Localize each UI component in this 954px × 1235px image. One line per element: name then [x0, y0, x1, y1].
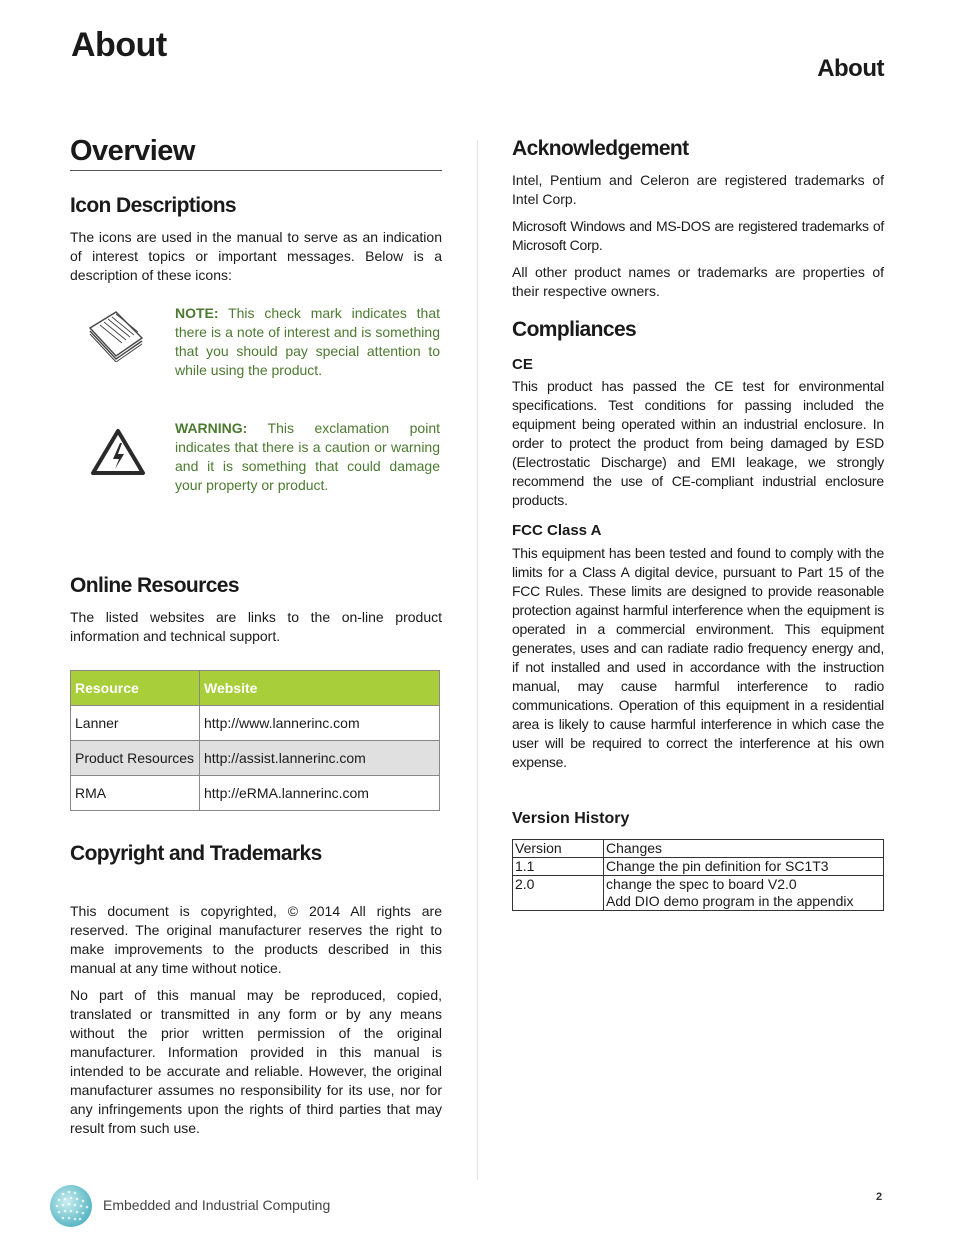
warning-label: WARNING: — [175, 420, 248, 436]
copyright-paragraph-1: This document is copyrighted, © 2014 All rights are reserved. The original manufacturer reserves the right to make improvements to the products described in this manual at any time without notice. — [70, 903, 442, 976]
copyright-paragraph-2: No part of this manual may be reproduced, copied, translated or transmitted in any form or by any means without the prior written permission of the original manufacturer. Information provided in this manual is intended to be accurate and reliable. However, the original manufacturer assumes no responsibility for its use, nor for any infringements upon the rights of third parties that may result from such use. — [70, 987, 442, 1136]
copyright-section — [70, 842, 442, 1138]
resource-link[interactable]: http://assist.lannerinc.com — [200, 741, 440, 776]
overview-section — [70, 135, 442, 171]
version-history-title: Version History — [512, 810, 630, 827]
fcc-title: FCC Class A — [512, 522, 602, 539]
note-description — [175, 304, 440, 380]
acknowledgement-title: Acknowledgement — [512, 137, 689, 160]
acknowledgement-paragraph-3: All other product names or trademarks are properties of their respective owners. — [512, 264, 884, 299]
column-header-changes: Changes — [604, 840, 884, 858]
changes-cell — [604, 876, 884, 911]
compliances-section — [512, 318, 884, 772]
table-row — [513, 858, 884, 876]
compliances-title: Compliances — [512, 318, 637, 341]
changes-line: change the spec to board V2.0 — [606, 876, 797, 892]
table-row — [71, 776, 440, 811]
overview-title: Overview — [70, 135, 195, 167]
table-row — [513, 840, 884, 858]
acknowledgement-section — [512, 137, 884, 301]
ce-title: CE — [512, 356, 533, 373]
resource-name: Lanner — [71, 706, 200, 741]
footer-tagline: Embedded and Industrial Computing — [103, 1197, 331, 1213]
column-header-resource: Resource — [71, 671, 200, 706]
acknowledgement-paragraph-1: Intel, Pentium and Celeron are registered trademarks of Intel Corp. — [512, 172, 884, 207]
version-cell: 1.1 — [513, 858, 604, 876]
resource-link[interactable]: http://eRMA.lannerinc.com — [200, 776, 440, 811]
resource-name: RMA — [71, 776, 200, 811]
table-row — [71, 741, 440, 776]
note-text: This check mark indicates that there is a note of interest and is something that you should pay special attention to while using the product. — [175, 305, 440, 378]
note-book-icon — [86, 306, 146, 362]
table-row — [71, 706, 440, 741]
column-divider — [477, 140, 478, 1180]
warning-text: This exclamation point indicates that there is a caution or warning and it is something that could damage your property or product. — [175, 420, 440, 493]
warning-description — [175, 419, 440, 495]
online-resources-intro: The listed websites are links to the on-line product information and technical support. — [70, 609, 442, 644]
warning-icon — [90, 428, 146, 476]
version-cell: 2.0 — [513, 876, 604, 911]
resource-name: Product Resources — [71, 741, 200, 776]
page-title: About — [71, 26, 167, 64]
resources-table — [70, 670, 440, 811]
version-history-section — [512, 810, 884, 828]
online-resources-section — [70, 574, 442, 646]
version-history-table — [512, 839, 884, 911]
note-label: NOTE: — [175, 305, 219, 321]
section-header: About — [817, 55, 884, 82]
column-header-version: Version — [513, 840, 604, 858]
fcc-text: This equipment has been tested and found to comply with the limits for a Class A digital device, pursuant to Part 15 of the FCC Rules. These limits are designed to provide reasonable protection against harmful interference when the equipment is operated in a commercial environment. This equipment generates, uses and can radiate radio frequency energy and, if not installed and used in accordance with the instruction manual, may cause harmful interference to radio communications. Operation of this equipment in a residential area is likely to cause harmful interference in which case the user will be required to correct the interference at his own expense. — [512, 545, 884, 770]
changes-line: Add DIO demo program in the appendix — [606, 893, 854, 909]
acknowledgement-paragraph-2: Microsoft Windows and MS-DOS are registered trademarks of Microsoft Corp. — [512, 218, 884, 253]
icon-descriptions-intro: The icons are used in the manual to serve as an indication of interest topics or important messages. Below is a description of these icons: — [70, 229, 442, 283]
column-header-website: Website — [200, 671, 440, 706]
online-resources-title: Online Resources — [70, 574, 239, 597]
ce-text: This product has passed the CE test for environmental specifications. Test conditions for passing included the equipment being operated within an industrial enclosure. In order to protect the product from being damaged by ESD (Electrostatic Discharge) and EMI leakage, we strongly recommend the use of CE-compliant industrial enclosure products. — [512, 378, 884, 508]
page-number: 2 — [876, 1191, 883, 1203]
resource-link[interactable]: http://www.lannerinc.com — [200, 706, 440, 741]
table-row — [513, 876, 884, 911]
resources-table-header — [71, 671, 440, 706]
copyright-title: Copyright and Trademarks — [70, 842, 322, 865]
changes-cell: Change the pin definition for SC1T3 — [604, 858, 884, 876]
icon-descriptions-section — [70, 194, 442, 285]
company-logo-globe-icon — [49, 1184, 93, 1228]
icon-descriptions-title: Icon Descriptions — [70, 194, 237, 217]
title-rule — [70, 170, 442, 171]
